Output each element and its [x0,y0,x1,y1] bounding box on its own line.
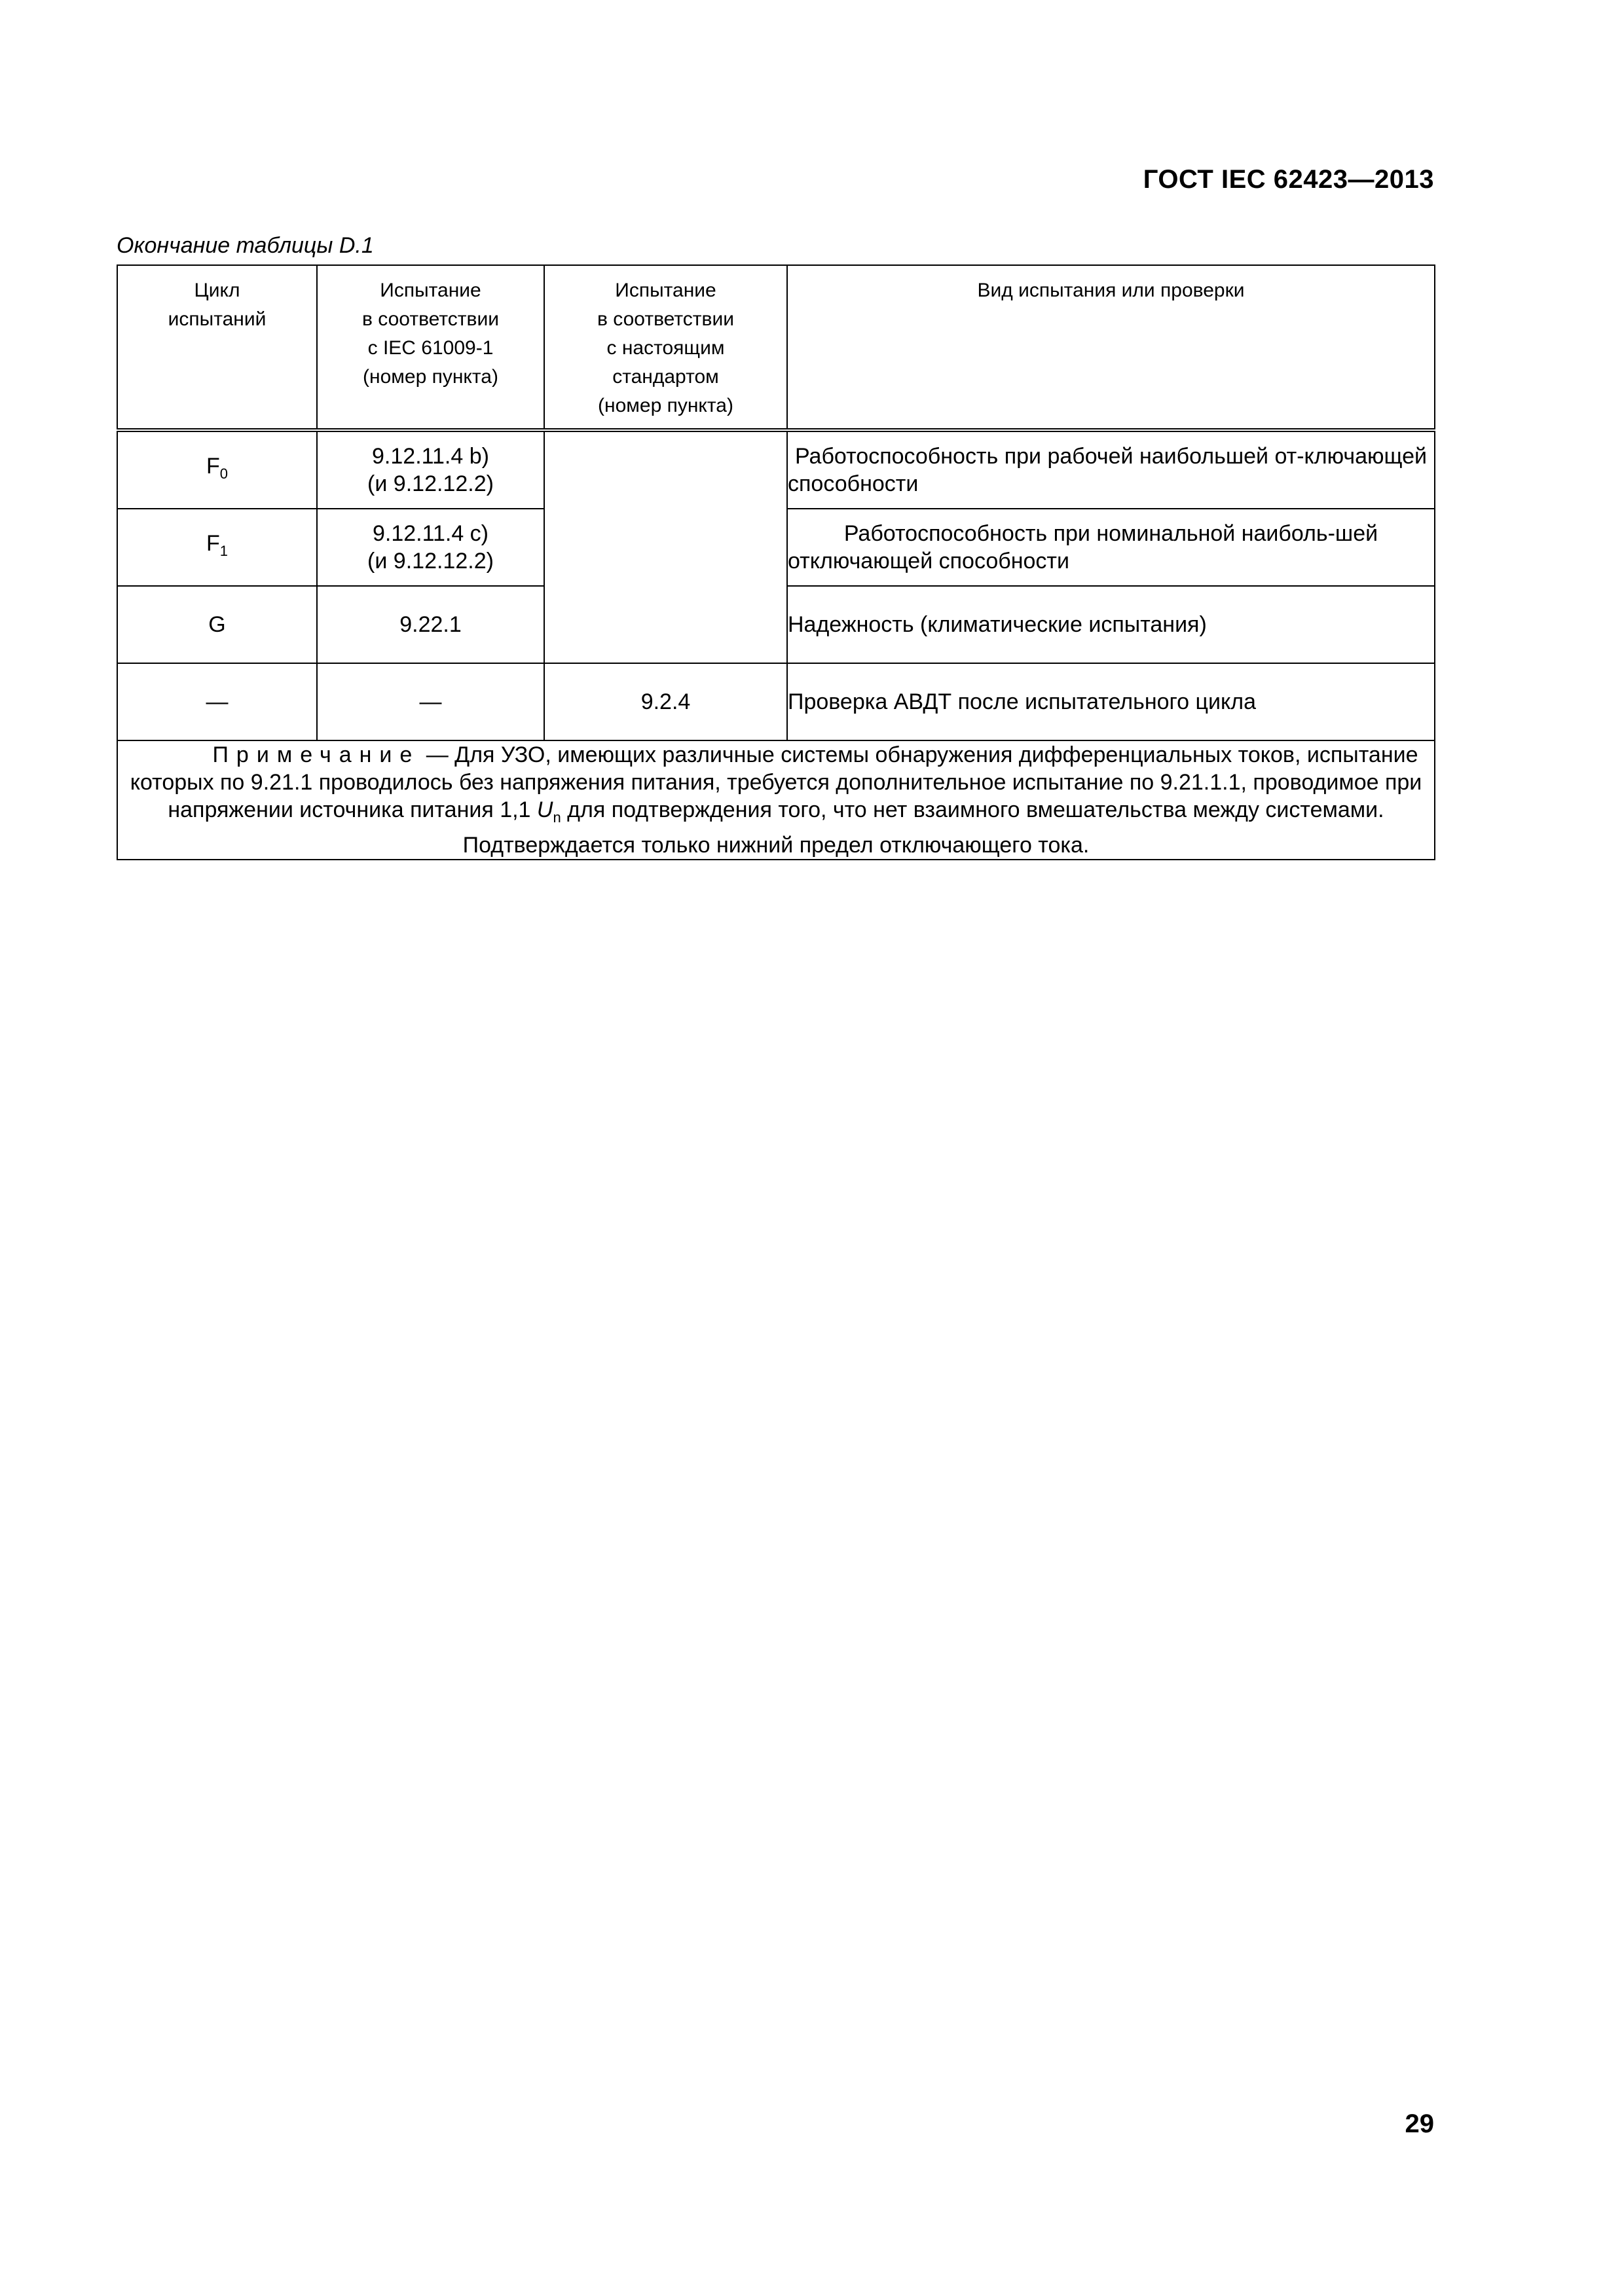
table-caption: Окончание таблицы D.1 [117,233,374,258]
table-row [117,663,1435,740]
header-test-type: Вид испытания или проверки [787,265,1435,430]
table-note-row [117,740,1435,860]
cell-test-type: Работоспособность при номинальной наиболь-шей отключающей способности [787,509,1435,586]
note-text-1: — Для УЗО, имеющих различные системы обнаружения дифференциальных токов, испытание которых по 9.21.1 проводилось без напряжения питания, требуется дополнительное испытание по 9.21.1.1, проводимое при напряжении источника питания 1,1 [130,742,1422,822]
cell-cycle: — [117,663,317,740]
cell-iec-clause: 9.12.11.4 c) (и 9.12.12.2) [317,509,544,586]
note-variable: U [536,797,553,822]
note-lead: Примечание [212,742,420,767]
header-cycle: Цикл испытаний [117,265,317,430]
test-cycle-table [117,264,1435,860]
cell-cycle: G [117,586,317,663]
cell-standard-clause-empty [544,430,787,663]
cell-cycle: $F_0$ [117,430,317,509]
cell-test-type: Проверка АВДТ после испытательного цикла [787,663,1435,740]
page-number: 29 [1405,2109,1434,2138]
table-header-row [117,265,1435,430]
table-note [117,740,1435,860]
cell-test-type: Работоспособность при рабочей наибольшей от-ключающей способности [787,430,1435,509]
cell-iec-clause: — [317,663,544,740]
table-row [117,430,1435,509]
cell-iec-clause: 9.12.11.4 b) (и 9.12.12.2) [317,430,544,509]
header-iec-clause: Испытание в соответствии с IEC 61009-1 (номер пункта) [317,265,544,430]
cell-cycle: $F_1$ [117,509,317,586]
note-text-2: для подтверждения того, что нет взаимного вмешательства между системами. Подтверждается только нижний предел отключающего тока. [462,797,1384,858]
note-variable-sub: n [553,809,561,826]
cell-iec-clause: 9.22.1 [317,586,544,663]
header-standard-clause: Испытание в соответствии с настоящим стандартом (номер пункта) [544,265,787,430]
cell-standard-clause: 9.2.4 [544,663,787,740]
document-designation: ГОСТ IEC 62423—2013 [1143,165,1434,194]
cell-test-type: Надежность (климатические испытания) [787,586,1435,663]
